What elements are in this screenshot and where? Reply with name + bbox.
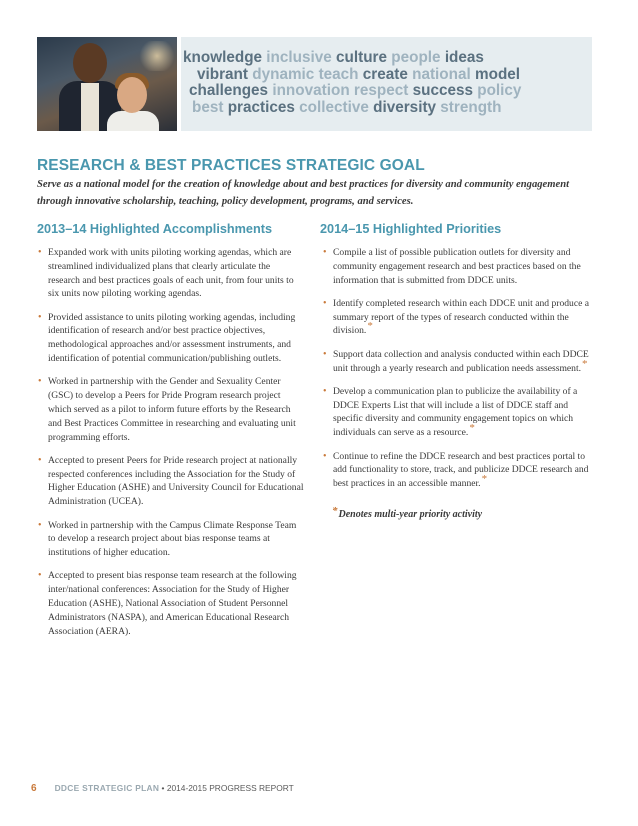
word-cloud-word: best (192, 98, 228, 116)
accomplishment-item (38, 311, 304, 366)
accomplishment-item (38, 454, 304, 509)
word-cloud-word: model (475, 65, 521, 83)
priority-item-text: Support data collection and analysis conducted within each DDCE unit through a yearly research and publication needs assessment. (333, 348, 589, 374)
priorities-list (323, 246, 591, 500)
word-cloud-word: challenges (189, 82, 273, 99)
word-cloud-word: diversity (373, 98, 441, 116)
bullet-dot: • (323, 297, 327, 309)
priority-item (323, 385, 591, 440)
accomplishments-heading: 2013–14 Highlighted Accomplishments (37, 222, 273, 236)
word-cloud-word: create (362, 65, 413, 83)
word-cloud-line (183, 67, 588, 84)
word-cloud-word: people (391, 49, 445, 66)
accomplishment-item-text: Accepted to present Peers for Pride research project at nationally respected conferences including the Association for the Study of Higher Education (ASHE) and University Council for Educational Administration (UCEA). (48, 454, 304, 508)
word-cloud-word: dynamic (252, 65, 319, 83)
bullet-dot: • (323, 348, 327, 360)
note-text: Denotes multi-year priority activity (338, 509, 483, 520)
word-cloud-word: national (412, 65, 475, 83)
bullet-dot: • (323, 450, 327, 462)
word-cloud-word: vibrant (197, 65, 253, 83)
multi-year-star: * (469, 422, 475, 435)
word-cloud-word: collective (299, 98, 374, 116)
accomplishment-item (38, 375, 304, 444)
bullet-dot: • (323, 247, 327, 258)
priority-item (323, 297, 591, 338)
accomplishment-item (38, 519, 304, 560)
accomplishment-item-text: Provided assistance to units piloting working agendas, including identification of research and/or best practice objectives, methodological approaches and/or assessment instruments, and identification of potential communication/publishing outlets. (48, 311, 296, 365)
multi-year-note (332, 505, 483, 520)
priority-item (323, 348, 591, 376)
multi-year-star: * (582, 357, 588, 370)
page-number: 6 (31, 783, 37, 794)
priority-item-text: Compile a list of possible publication outlets for diversity and community engagement research and best practices based on the information that is submitted from DDCE units. (333, 247, 581, 286)
multi-year-star: * (481, 473, 488, 486)
word-cloud-word: teach (318, 65, 363, 83)
word-cloud-line (183, 83, 588, 100)
priority-item-text: Continue to refine the DDCE research and best practices portal to add functionality to store, track, and publicize DDCE research and best practices in an accessible manner. (333, 450, 589, 490)
priority-item (323, 246, 591, 287)
word-cloud-line (183, 100, 588, 117)
report-name: DDCE STRATEGIC PLAN (54, 783, 160, 793)
bullet-dot: • (38, 519, 42, 531)
word-cloud-word: respect (353, 82, 413, 99)
priority-item-text: Identify completed research within each DDCE unit and produce a summary report of the types of research conducted within the division. (333, 297, 590, 337)
multi-year-star: * (367, 320, 373, 333)
word-cloud-word: success (412, 82, 478, 99)
page-footer (31, 783, 294, 794)
bullet-dot: • (38, 376, 42, 388)
report-period: 2014-2015 PROGRESS REPORT (166, 783, 294, 793)
banner-photo (37, 37, 177, 131)
goal-subtitle: Serve as a national model for the creation of knowledge about and best practices for diversity and community engagement through innovative scholarship, teaching, policy development, programs, and services. (37, 179, 570, 207)
priority-item (323, 450, 591, 491)
word-cloud-word: inclusive (266, 49, 337, 66)
word-cloud-word: practices (227, 98, 300, 116)
accomplishment-item-text: Accepted to present bias response team research at the following inter/national conferences: Association for the Study of Higher Education (ASHE), National Association of Student Personnel Administrators (NASPA), and American Educational Research Association (AERA). (48, 570, 297, 637)
word-cloud-word: innovation (272, 82, 354, 99)
word-cloud-word: knowledge (183, 49, 267, 66)
banner-word-cloud (183, 50, 588, 116)
footer-separator: • (159, 783, 167, 793)
accomplishment-item-text: Worked in partnership with the Gender and Sexuality Center (GSC) to develop a Peers for Pride Program research project which served as a pilot to inform future efforts by the Research and Best Practices Committee in researching and evaluating unit programming efforts. (48, 376, 296, 443)
priorities-heading: 2014–15 Highlighted Priorities (320, 222, 502, 236)
word-cloud-word: policy (477, 82, 522, 99)
priority-item-text: Develop a communication plan to publicize the availability of a DDCE Experts List that will include a list of DDCE staff and specific diversity and community engagement topics on which individuals can serve as a resource. (333, 385, 578, 439)
word-cloud-word: culture (336, 49, 392, 66)
word-cloud-word: strength (440, 98, 502, 116)
accomplishment-item-text: Worked in partnership with the Campus Climate Response Team to develop a research project about bias response teams at institutions of higher education. (48, 519, 297, 559)
goal-title: RESEARCH & BEST PRACTICES STRATEGIC GOAL (37, 157, 425, 174)
word-cloud-word: ideas (444, 49, 484, 66)
bullet-dot: • (38, 247, 42, 258)
word-cloud-line (183, 50, 588, 67)
accomplishment-item (38, 246, 304, 301)
bullet-dot: • (38, 454, 42, 466)
header-banner (37, 37, 592, 131)
bullet-dot: • (323, 385, 327, 397)
note-star: * (332, 505, 338, 517)
accomplishment-item-text: Expanded work with units piloting working agendas, which are streamlined individualized plans that clearly articulate the research and best practices goals of each unit, from four units to six units now piloting working agendas. (48, 247, 294, 300)
bullet-dot: • (38, 570, 42, 582)
bullet-dot: • (38, 311, 42, 323)
accomplishment-item (38, 569, 304, 638)
accomplishments-list (38, 246, 304, 648)
